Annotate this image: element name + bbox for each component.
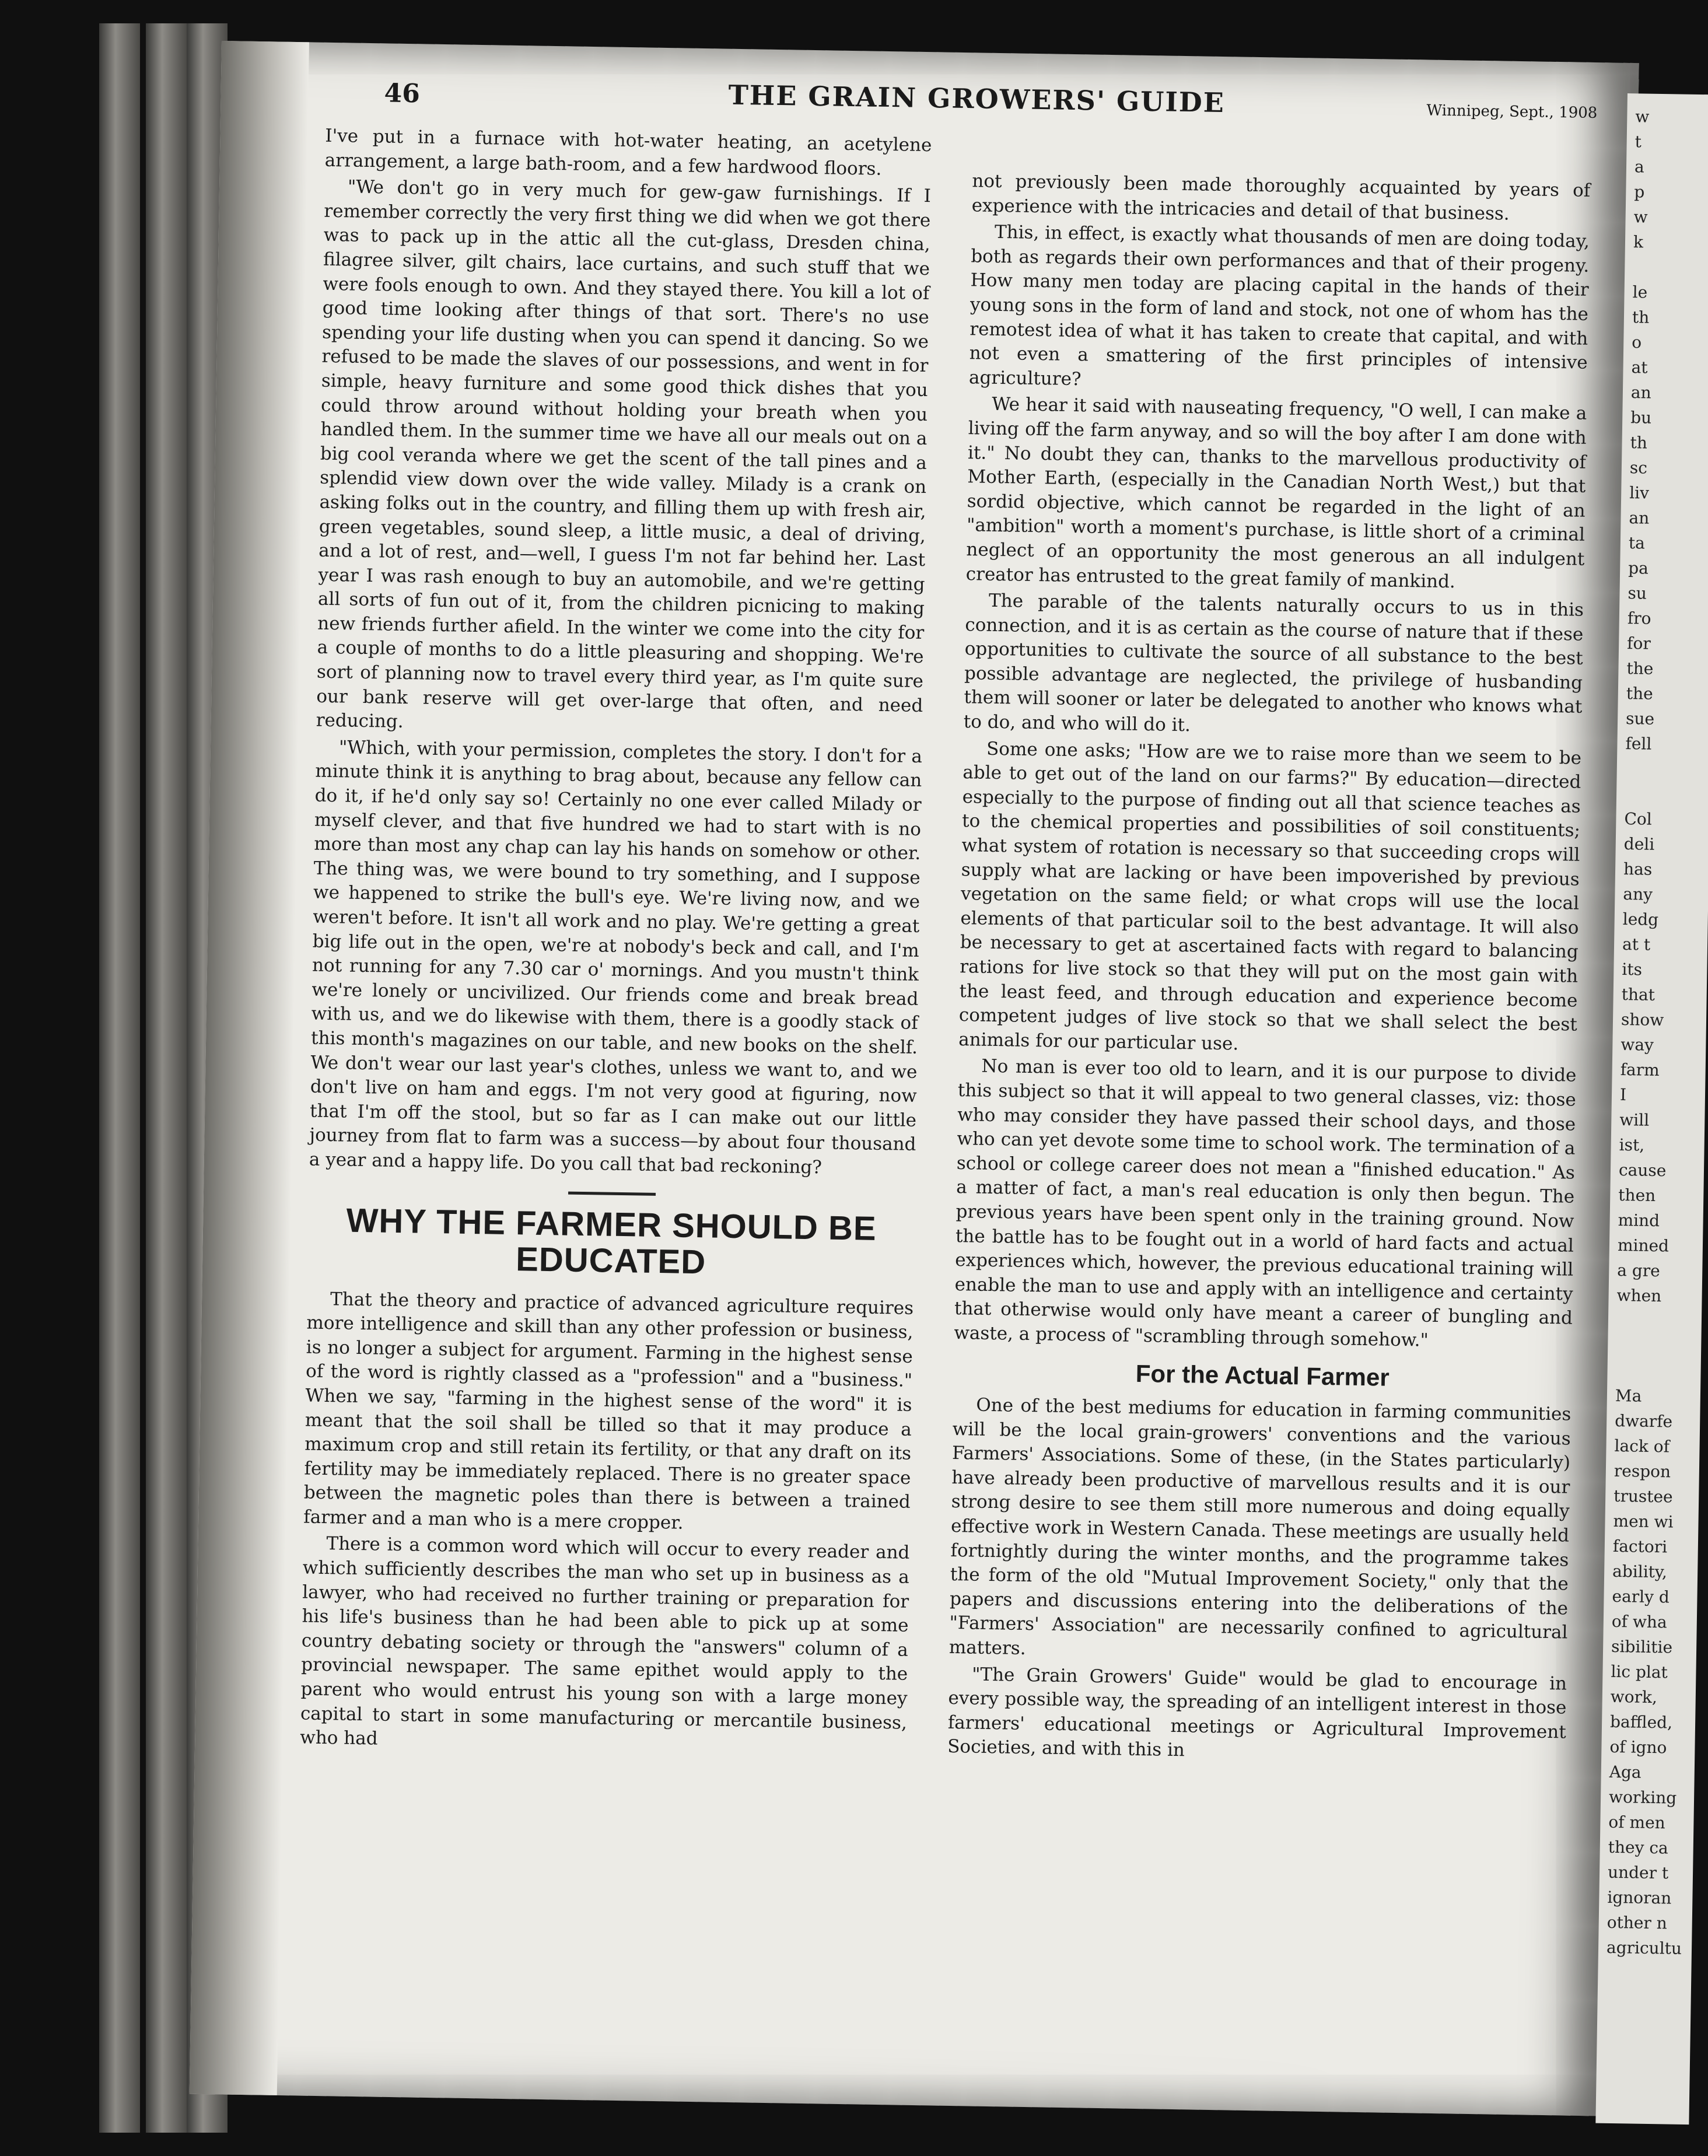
facing-page-fragment: lic plat	[1611, 1661, 1668, 1682]
story-paragraph: "We don't go in very much for gew-gaw furnishings. If I remember correctly the very first thing we did when we got there was to pack up in the attic all the cut-glass, Dresden china, filagree silver, gilt chairs, lace curtains, and such stuff that we were fools enough to own. And they stayed there. You kill a lot of good time looking after things of that sort. There's no use spending your life dusting when you can spend it dancing. So we refused to be made the slaves of our possessions, and went in for simple, heavy furniture and some good thick dishes that you could throw around without holding your breath when you handled them. In the summer time we have all our meals out on a big cool veranda where we get the scent of the tall pines and a splendid view down over the wide valley. Milady is a crank on asking folks out in the country, and filling them up with fresh air, green vegetables, sound sleep, a little music, a deal of driving, and a lot of rest, and—well, I guess I'm not far behind her. Last year I was rash enough to buy an automobile, and we're getting all sorts of fun out of it, from the children picnicing to making new friends further afield. In the winter we come into the city for a couple of months to do a little pleasuring and shopping. We're sort of planning now to travel every third year, as I'm quite sure our bank reserve will get over-large that often, and need reducing.	[316, 176, 932, 733]
facing-page-fragment: dwarfe	[1614, 1410, 1673, 1432]
facing-page-fragment: work,	[1610, 1686, 1658, 1707]
book-edge	[146, 23, 187, 2133]
facing-page-fragment: respon	[1614, 1461, 1671, 1482]
facing-page-fragment: the	[1626, 659, 1654, 678]
facing-page-fragment: they ca	[1608, 1837, 1668, 1858]
section-heading: For the Actual Farmer	[1135, 1359, 1390, 1391]
facing-page-fragment: le	[1632, 282, 1648, 302]
facing-page-fragment: show	[1620, 1010, 1664, 1030]
facing-page-fragment: at t	[1622, 935, 1651, 954]
article-paragraph: There is a common word which will occur to every reader and which sufficiently describes the man who set up in business as a lawyer, who had received no further training or preparation for his life's business than he had been able to pick up at some country debating society or through the "answers" column of a provincial newspaper. The same epithet would apply to the parent who would entrust his young son with a large money capital to start in some manufacturing or mercantile business, who had	[300, 1533, 910, 1749]
facing-page-fragment: fell	[1625, 734, 1652, 754]
article-paragraph: not previously been made thoroughly acquainted by years of experience with the intricacies and detail of that business.	[971, 170, 1591, 225]
facing-page-fragment: sc	[1629, 458, 1648, 478]
article-paragraph: No man is ever too old to learn, and it is our purpose to divide this subject so that it will appeal to two general classes, viz: those who may consider they have passed their school days, and those who can yet devote some time to school work. The termination of a school or college career does not mean a "finished education." As a matter of fact, a man's real education is only then begun. The previous years have been spent only in the training ground. Now the battle has to be fought out in a world of hard facts and actual experiences which, however, the previous educational training will enable the man to use and apply with an intelligence and certainty that otherwise would only have meant a career of bungling and waste, a process of "scrambling through somehow."	[954, 1056, 1577, 1351]
article-paragraph: This, in effect, is exactly what thousands of men are doing today, both as regards their own performances and that of their progeny. How many men today are placing capital in the hands of their young sons in the form of land and stock, not one of whom has the remotest idea of what it has taken to create that capital, and with not even a smattering of the first principles of intensive agriculture?	[968, 222, 1590, 390]
facing-page-fragment: when	[1616, 1285, 1662, 1306]
article-paragraph: We hear it said with nauseating frequency, "O well, I can make a living off the farm anyway, and so will the boy after I am done with it." No doubt they can, thanks to the marvellous productivity of Mother Earth, (especially in the Canadian North West,) but that sordid objective, which cannot be regarded in the light of an "ambition" worth a moment's purchase, is little short of a criminal neglect of an opportunity the most generous an all indulgent creator has entrusted to the great family of mankind.	[965, 394, 1587, 592]
facing-page-fragment: then	[1618, 1185, 1656, 1205]
facing-page-fragment: a	[1634, 157, 1644, 177]
facing-page-fragment: mined	[1617, 1235, 1670, 1256]
facing-page-fragment: mind	[1618, 1210, 1660, 1231]
facing-page-fragment: has	[1623, 859, 1653, 879]
facing-page-fragment: of igno	[1609, 1737, 1667, 1758]
page-number: 46	[384, 78, 421, 109]
facing-page-fragment: of wha	[1611, 1611, 1667, 1632]
facing-page-fragment: working	[1608, 1787, 1677, 1808]
right-column	[947, 169, 1591, 1771]
facing-page-fragment: sibilitie	[1611, 1636, 1673, 1657]
facing-page-fragment: w	[1633, 207, 1648, 227]
article-paragraph: The parable of the talents naturally occurs to us in this connection, and it is as certain as the course of nature that if these opportunities to cultivate the source of all substance to the best possible advantage are neglected, the privilege of husbanding them will sooner or later be delegated to another who knows what to do, and who will do it.	[963, 590, 1584, 736]
story-paragraph: "Which, with your permission, completes the story. I don't for a minute think it is anything to brag about, because any fellow can do it, if he'd only say so! Certainly no one ever called Milady or myself clever, and that five hundred we had to start with is no more than most any chap can lay his hands on somehow or other. The thing was, we were bound to try something, and I suppose we happened to strike the bull's eye. We're living now, and we weren't before. It isn't all work and no play. We're getting a great big life out in the open, we're at nobody's beck and call, and I'm not running for any 7.30 car o' mornings. And you mustn't think we're lonely or uncivilized. Our friends come and break bread with us, and we do likewise with them, there is a goodly stack of this month's magazines on our table, and new books on the shelf. We don't wear our last year's clothes, unless we want to, and we don't live on ham and eggs. I'm not very good at figuring, now that I'm off the stool, but so far as I can make out our little journey from flat to farm was a success—by about four thousand a year and a happy life. Do you call that bad reckoning?	[309, 737, 923, 1178]
facing-page-fragment: under t	[1607, 1862, 1669, 1883]
left-column	[300, 124, 932, 1762]
book-edge	[99, 23, 140, 2133]
facing-page-fragment: men wi	[1613, 1511, 1674, 1532]
facing-page-fragment: trustee	[1613, 1486, 1673, 1507]
facing-page-fragment: ability,	[1612, 1561, 1668, 1582]
facing-page-fragment: ledg	[1622, 909, 1659, 930]
facing-page-fragment: other n	[1606, 1912, 1668, 1933]
facing-page-text	[1606, 93, 1708, 1958]
facing-page-fragment: deli	[1623, 834, 1655, 854]
dateline: Winnipeg, Sept., 1908	[1426, 102, 1598, 123]
facing-page-fragment: baffled,	[1609, 1712, 1673, 1732]
facing-page-fragment: a gre	[1617, 1260, 1661, 1281]
facing-page-fragment: of men	[1608, 1812, 1665, 1833]
facing-page-fragment: at	[1631, 358, 1648, 377]
article-divider	[568, 1191, 656, 1195]
article-title: WHY THE FARMER SHOULD BE EDUCATED	[346, 1201, 877, 1281]
facing-page-fragment: its	[1622, 960, 1643, 979]
facing-page-fragment: Aga	[1609, 1762, 1642, 1782]
facing-page-fragment: an	[1630, 383, 1651, 402]
masthead: THE GRAIN GROWERS' GUIDE	[728, 79, 1226, 119]
facing-page-fragment: t	[1634, 132, 1642, 152]
facing-page-fragment: k	[1633, 232, 1644, 252]
facing-page-fragment: cause	[1618, 1160, 1667, 1181]
facing-page-fragment: fro	[1627, 608, 1651, 628]
facing-page-fragment: w	[1635, 107, 1650, 127]
facing-page-fragment: su	[1628, 583, 1647, 603]
article-paragraph: Some one asks; "How are we to raise more than we seem to be able to get out of the land on our farms?" By education—directed especially to the purpose of finding out all that science teaches as to the chemical properties and possibilities of soil constituents; what system of rotation is necessary so that succeeding crops will supply what are lacking or have been impoverished by previous vegetation on the same field; or what crops will use the local elements of that particular soil to the best advantage. It will also be necessary to get at ascertained facts with regard to balancing rations for live stock so that they will put on the most gain with the least feed, and through education and experience become competent judges of live stock so that we shall select the best animals for our particular use.	[958, 738, 1582, 1055]
facing-page-fragment: I	[1619, 1085, 1627, 1105]
facing-page-fragment: bu	[1630, 408, 1652, 428]
facing-page-fragment: p	[1634, 182, 1645, 202]
section-paragraph: "The Grain Growers' Guide" would be glad to encourage in every possible way, the spreading of an intelligent interest in those farmers' educational meetings or Agricultural Improvement Societies, and with this in	[947, 1664, 1567, 1761]
facing-page-fragment: liv	[1629, 483, 1650, 503]
facing-page-fragment: factori	[1612, 1536, 1668, 1557]
facing-page-fragment: early d	[1612, 1586, 1670, 1607]
facing-page-fragment: an	[1629, 508, 1650, 528]
facing-page-fragment: any	[1623, 884, 1653, 904]
facing-page-fragment: ta	[1628, 533, 1646, 553]
facing-page-fragment: o	[1632, 332, 1642, 352]
facing-page-fragment: that	[1621, 985, 1656, 1005]
facing-page-fragment: ist,	[1619, 1135, 1645, 1155]
facing-page-fragment: th	[1630, 433, 1648, 453]
story-paragraph: I've put in a furnace with hot-water heating, an acetylene arrangement, a large bath-room, and a few hardwood floors.	[324, 125, 932, 180]
facing-page-fragment: th	[1632, 307, 1650, 327]
facing-page-fragment: Col	[1624, 809, 1652, 829]
facing-page-fragment: farm	[1620, 1060, 1660, 1080]
facing-page-fragment: lack of	[1614, 1436, 1670, 1457]
article-paragraph: That the theory and practice of advanced agriculture requires more intelligence and skill than any other profession or business, is no longer a subject for argument. Farming in the highest sense of the word is rightly classed as a "profession" and a "business." When we say, "farming in the highest sense of the word" it is meant that the soil shall be tilled so that it may produce a maximum crop and still retain its fertility, or that any draft on its fertility may be immediately replaced. There is no greater space between the magnetic poles than there is between a trained farmer and a man who is a mere cropper.	[303, 1288, 914, 1534]
facing-page-fragment: ignoran	[1607, 1887, 1672, 1908]
facing-page-fragment: sue	[1625, 709, 1655, 729]
facing-page-fragment: Ma	[1615, 1385, 1642, 1406]
facing-page-fragment: agricultu	[1606, 1937, 1682, 1958]
facing-page-fragment: pa	[1628, 558, 1649, 578]
facing-page-fragment: the	[1626, 684, 1653, 704]
facing-page-fragment: way	[1620, 1035, 1654, 1055]
section-paragraph: One of the best mediums for education in farming communities will be the local grain-growers' conventions and the various Farmers' Associations. Some of these, (in the States particularly) have already been productive of marvellous results and it is our strong desire to see them still more numerous and doing equally effective work in Western Canada. These meetings are usually held fortnightly during the winter months, and the programme takes the form of the old "Mutual Improvement Society," only that the papers and discussions entering into the deliberations of the "Farmers' Association" are necessarily confined to agricultural matters.	[949, 1394, 1572, 1660]
facing-page-fragment: for	[1626, 634, 1651, 653]
facing-page-fragment: will	[1619, 1110, 1650, 1130]
